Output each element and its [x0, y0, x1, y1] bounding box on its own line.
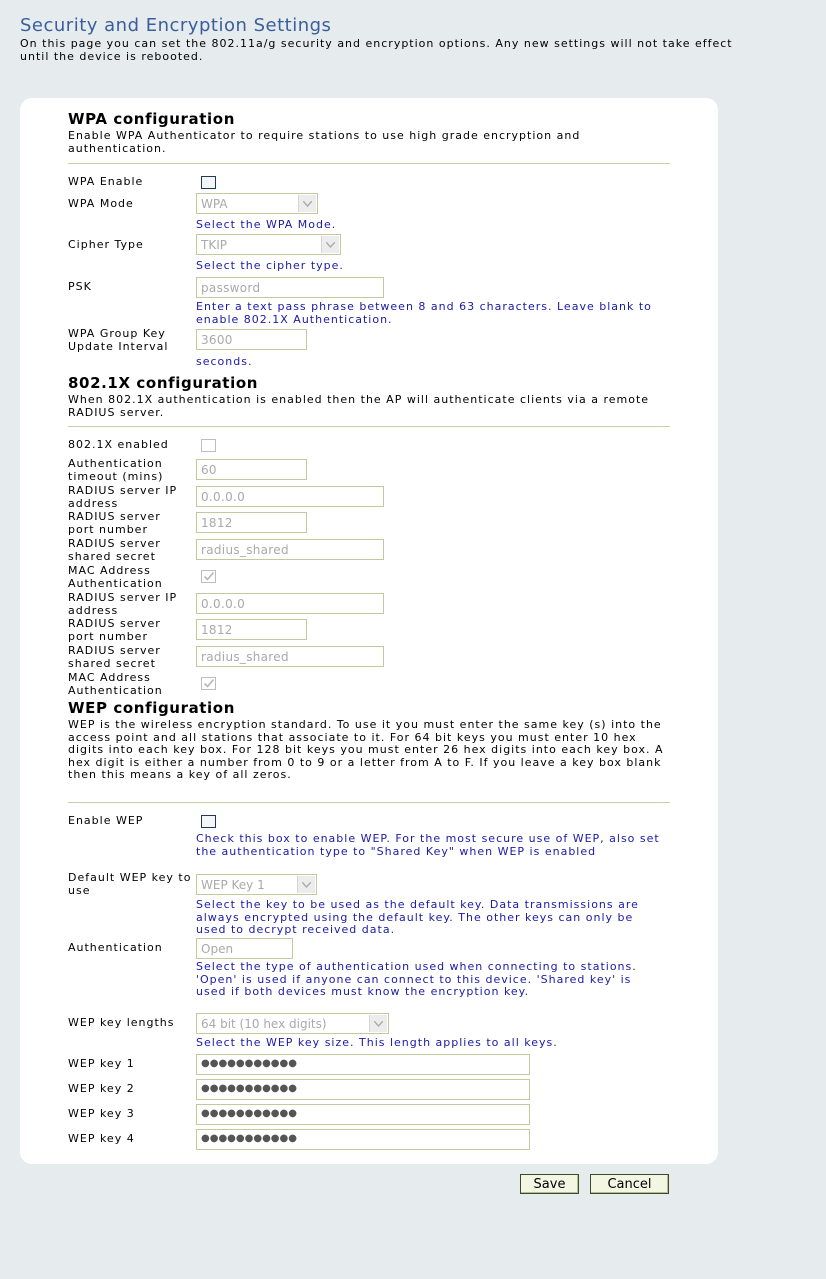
default-key-value: WEP Key 1 [201, 878, 265, 892]
mac-auth1-label: MAC Address Authentication [68, 564, 163, 590]
mac-auth1-checkbox[interactable] [201, 570, 216, 583]
checkmark-icon [203, 678, 215, 689]
psk-label: PSK [68, 280, 92, 293]
checkmark-icon [203, 571, 215, 582]
radius1-ip-input[interactable]: 0.0.0.0 [196, 486, 384, 507]
dot1x-enabled-checkbox[interactable] [201, 439, 216, 452]
radius1-port-input[interactable]: 1812 [196, 512, 307, 533]
chevron-down-icon [321, 236, 339, 253]
key-length-select[interactable] [196, 1013, 389, 1034]
cancel-button[interactable]: Cancel [590, 1174, 669, 1194]
radius2-secret-label: RADIUS server shared secret [68, 644, 161, 670]
chevron-down-icon [369, 1015, 387, 1032]
radius2-ip-input[interactable]: 0.0.0.0 [196, 593, 384, 614]
cipher-type-label: Cipher Type [68, 238, 144, 251]
default-key-label: Default WEP key to use [68, 871, 192, 897]
chevron-down-icon [298, 195, 316, 212]
radius2-secret-input[interactable]: radius_shared [196, 646, 384, 667]
radius1-secret-label: RADIUS server shared secret [68, 537, 161, 563]
mac-auth2-checkbox[interactable] [201, 677, 216, 690]
psk-hint: Enter a text pass phrase between 8 and 63 characters. Leave blank to enable 802.1X Authentication. [196, 300, 652, 326]
radius2-port-label: RADIUS server port number [68, 617, 161, 643]
radius1-secret-input[interactable]: radius_shared [196, 539, 384, 560]
dot1x-enabled-label: 802.1X enabled [68, 438, 169, 451]
divider [68, 802, 670, 803]
wep-key4-label: WEP key 4 [68, 1132, 135, 1145]
wep-key2-input[interactable]: ●●●●●●●●●●● [196, 1079, 530, 1100]
mac-auth2-label: MAC Address Authentication [68, 671, 163, 697]
page-description: On this page you can set the 802.11a/g security and encryption options. Any new settings will not take effect until the device is rebooted. [20, 37, 733, 63]
dot1x-description: When 802.1X authentication is enabled then the AP will authenticate clients via a remote RADIUS server. [68, 393, 650, 419]
wpa-description: Enable WPA Authenticator to require stations to use high grade encryption and authentication. [68, 129, 581, 155]
auth-timeout-label: Authentication timeout (mins) [68, 457, 164, 483]
authentication-value: Open [201, 942, 234, 956]
dot1x-heading: 802.1X configuration [68, 374, 259, 392]
cipher-type-hint: Select the cipher type. [196, 259, 344, 272]
cipher-type-select[interactable] [196, 234, 341, 255]
wep-key3-label: WEP key 3 [68, 1107, 135, 1120]
chevron-down-icon [297, 876, 315, 893]
radius2-port-input[interactable]: 1812 [196, 619, 307, 640]
divider [68, 163, 670, 164]
wep-key1-label: WEP key 1 [68, 1057, 135, 1070]
key-length-label: WEP key lengths [68, 1016, 175, 1029]
wpa-mode-value: WPA [201, 197, 228, 211]
key-length-value: 64 bit (10 hex digits) [201, 1017, 327, 1031]
wep-enable-checkbox[interactable] [201, 815, 216, 828]
radius1-ip-label: RADIUS server IP address [68, 484, 178, 510]
wpa-enable-label: WPA Enable [68, 175, 144, 188]
wep-key4-input[interactable]: ●●●●●●●●●●● [196, 1129, 530, 1150]
page-title: Security and Encryption Settings [20, 15, 332, 36]
wep-description: WEP is the wireless encryption standard. To use it you must enter the same key (s) into the access point and all stations that associate to it. For 64 bit keys you must enter 10 hex digits into each key box. For 128 bit keys you must enter 26 hex digits into each key box. A hex digit is either a number from 0 to 9 or a letter from A to F. If you leave a key box blank then this means a key of all zeros. [68, 718, 664, 781]
authentication-label: Authentication [68, 941, 163, 954]
cipher-type-value: TKIP [201, 238, 227, 252]
default-key-hint: Select the key to be used as the default key. Data transmissions are always encrypted using the default key. The other keys can only be used to decrypt received data. [196, 898, 639, 936]
wep-key1-input[interactable]: ●●●●●●●●●●● [196, 1054, 530, 1075]
psk-input[interactable]: password [196, 277, 384, 298]
authentication-hint: Select the type of authentication used when connecting to stations. 'Open' is used if anyone can connect to this device. 'Shared key' is used if both devices must know the encryption key. [196, 960, 637, 998]
wpa-enable-checkbox[interactable] [201, 176, 216, 189]
radius2-ip-label: RADIUS server IP address [68, 591, 178, 617]
group-key-input[interactable]: 3600 [196, 329, 307, 350]
wep-key2-label: WEP key 2 [68, 1082, 135, 1095]
divider [68, 426, 670, 427]
key-length-hint: Select the WEP key size. This length applies to all keys. [196, 1036, 558, 1049]
wpa-mode-select[interactable] [196, 193, 318, 214]
wep-enable-hint: Check this box to enable WEP. For the most secure use of WEP, also set the authentication type to "Shared Key" when WEP is enabled [196, 832, 660, 858]
auth-timeout-input[interactable]: 60 [196, 459, 307, 480]
wep-enable-label: Enable WEP [68, 814, 144, 827]
wep-key3-input[interactable]: ●●●●●●●●●●● [196, 1104, 530, 1125]
wpa-heading: WPA configuration [68, 110, 235, 128]
save-button[interactable]: Save [520, 1174, 579, 1194]
authentication-select[interactable] [196, 938, 293, 959]
wpa-mode-hint: Select the WPA Mode. [196, 218, 337, 231]
group-key-hint: seconds. [196, 355, 253, 368]
radius1-port-label: RADIUS server port number [68, 510, 161, 536]
group-key-label: WPA Group Key Update Interval [68, 327, 169, 353]
wpa-mode-label: WPA Mode [68, 197, 134, 210]
default-key-select[interactable] [196, 874, 317, 895]
wep-heading: WEP configuration [68, 699, 235, 717]
